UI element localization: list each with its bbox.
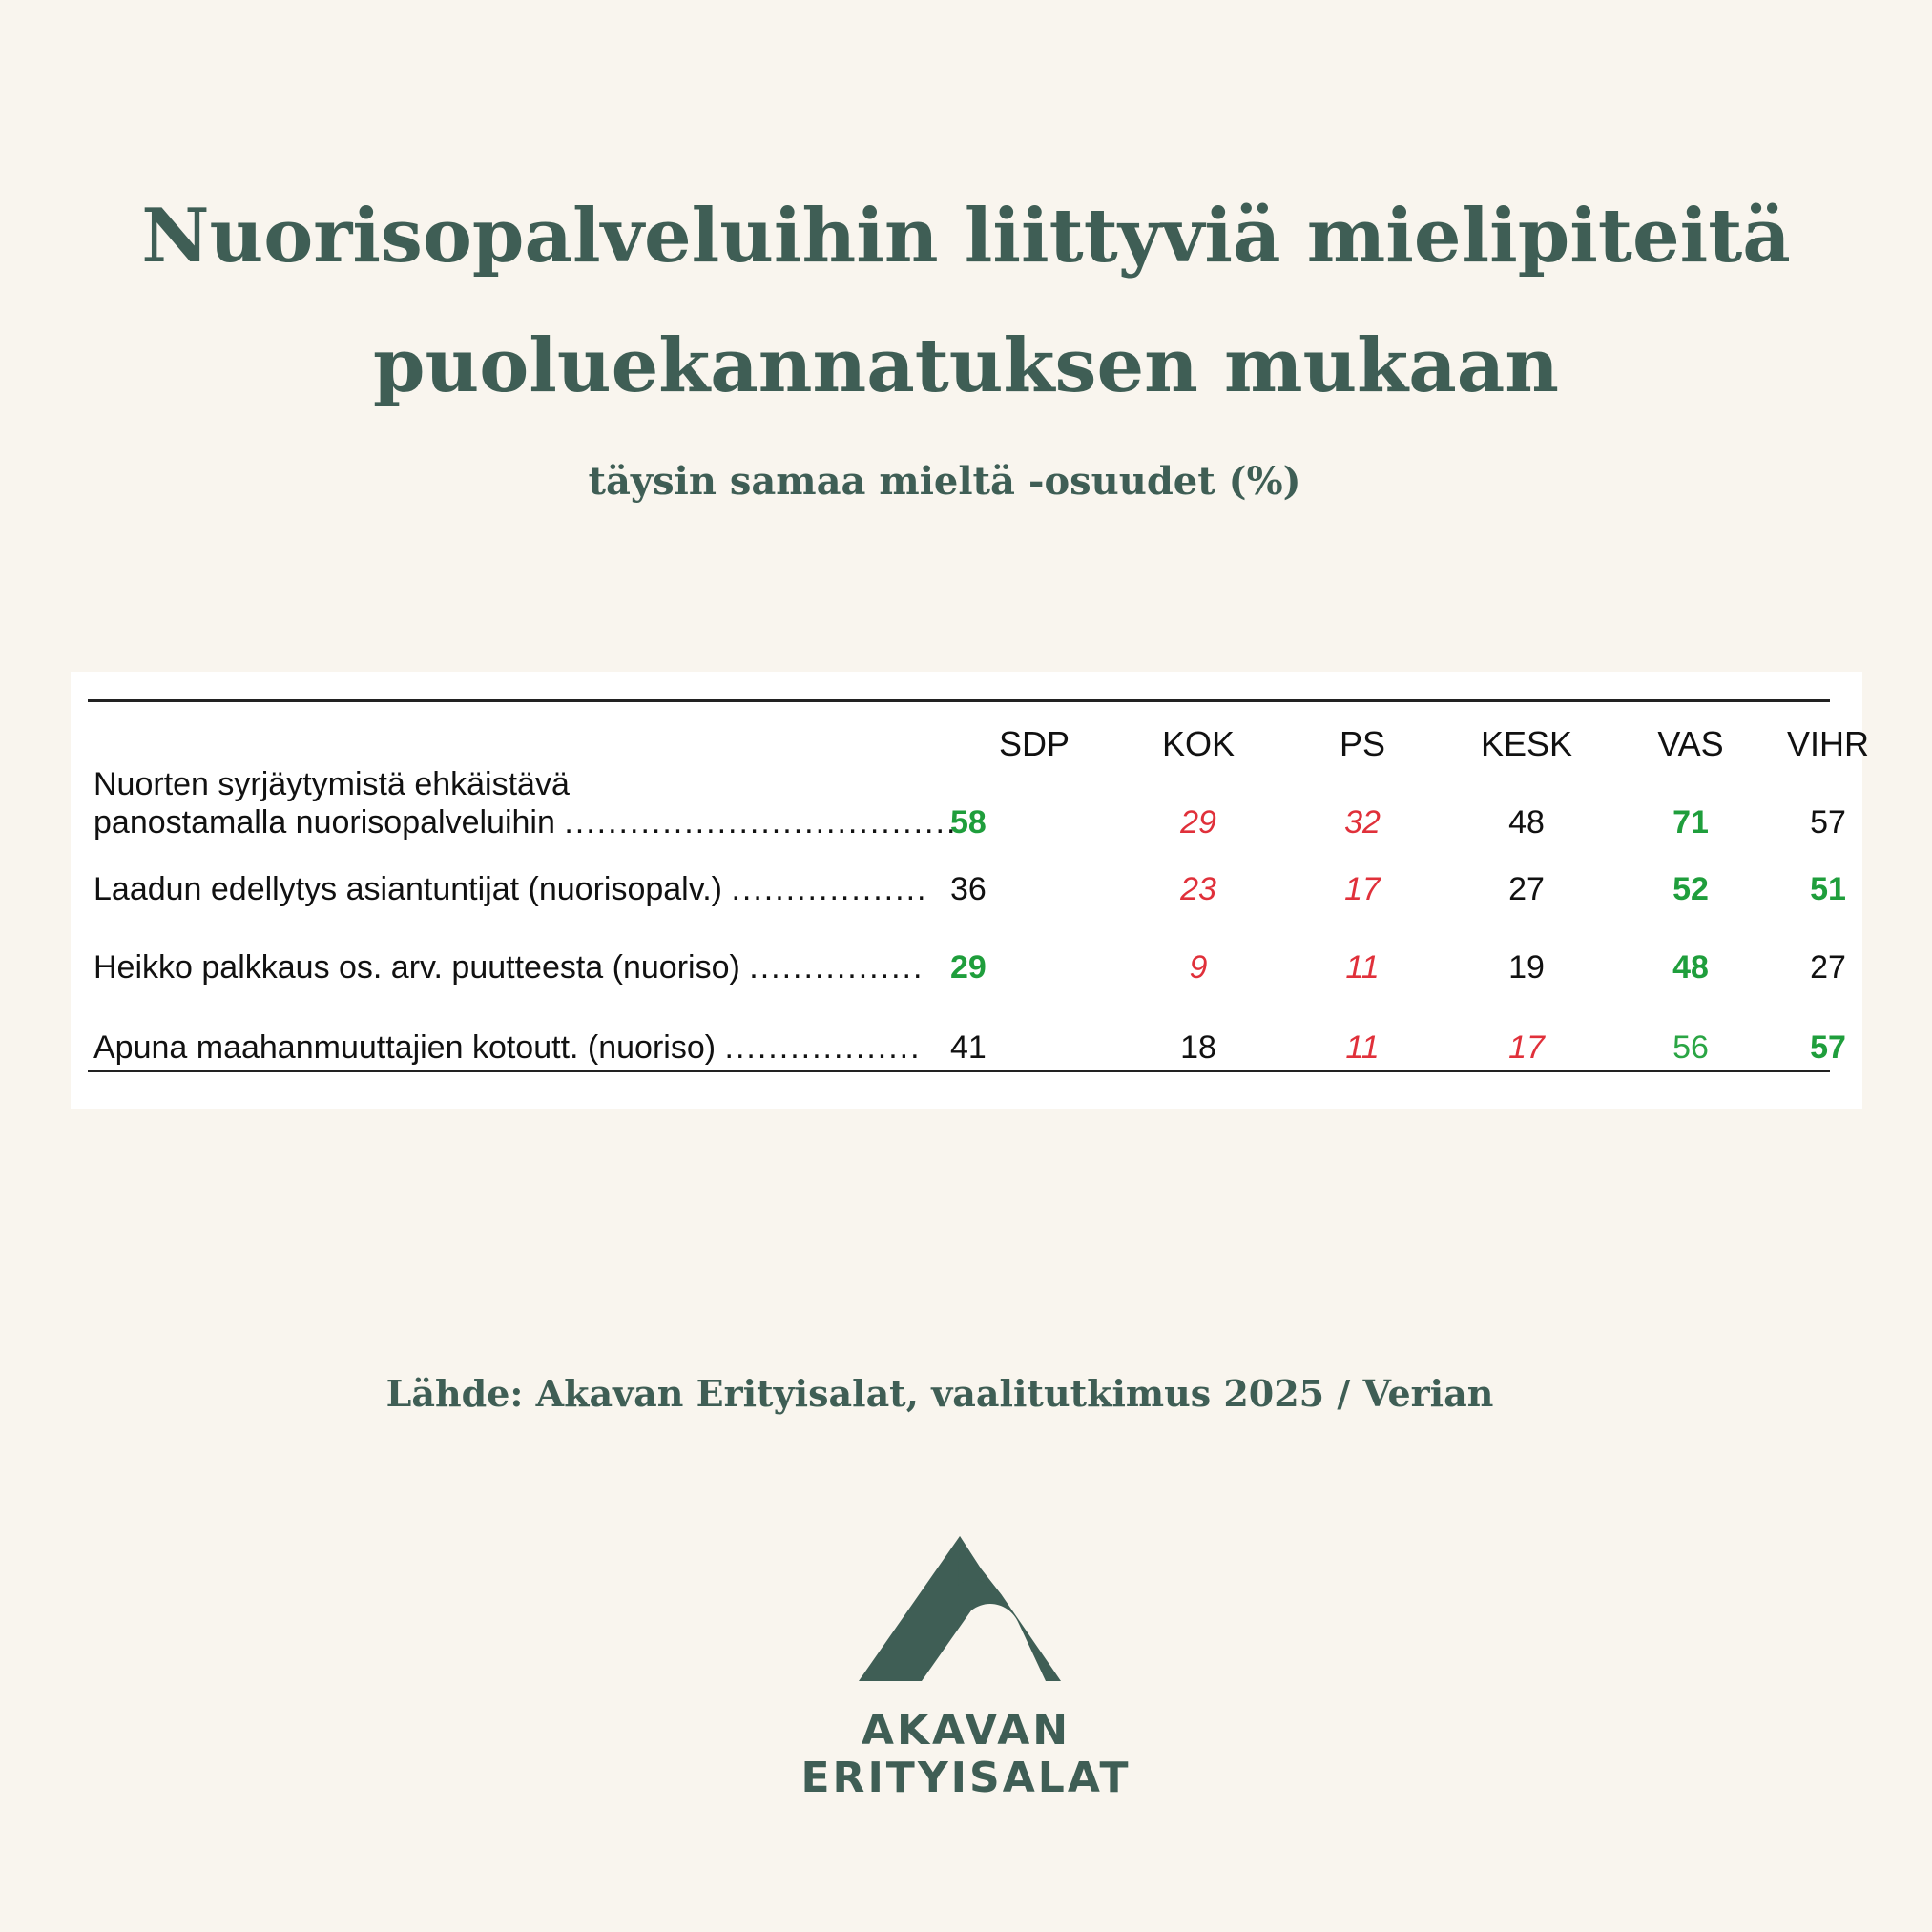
table-cell-kok: 23 (1180, 871, 1216, 907)
page-subtitle: täysin samaa mieltä -osuudet (%) (588, 459, 1301, 504)
page-title-line-2: puoluekannatuksen mukaan (372, 322, 1560, 409)
row-label (93, 870, 927, 908)
row-label-text: Apuna maahanmuuttajien kotoutt. (nuoriso) (93, 1029, 725, 1066)
table-cell-kesk: 48 (1508, 804, 1545, 841)
table-cell-vas: 71 (1672, 804, 1709, 841)
table-cell-kesk: 17 (1508, 1029, 1545, 1066)
table-cell-kok: 9 (1189, 949, 1208, 986)
table-cell-vihr: 57 (1810, 1029, 1846, 1066)
table-cell-vas: 48 (1672, 949, 1709, 986)
table-cell-kesk: 27 (1508, 871, 1545, 907)
table-cell-vas: 56 (1672, 1029, 1709, 1066)
table-cell-vihr: 57 (1810, 804, 1846, 841)
row-leader-dots: .................. (724, 1029, 922, 1066)
row-label (93, 1028, 922, 1067)
column-header-sdp: SDP (998, 724, 1070, 763)
row-leader-dots: ................ (749, 949, 924, 986)
row-label-line-1: Nuorten syrjäytymistä ehkäistävä (93, 766, 570, 802)
table-top-rule (88, 699, 1830, 702)
page-title (0, 172, 1932, 431)
row-label-text: Laadun edellytys asiantuntijat (nuorisopalv.) (93, 871, 732, 907)
row-label (93, 803, 957, 841)
row-leader-dots: .................. (731, 871, 928, 907)
column-header-vas: VAS (1657, 724, 1724, 763)
page-title-line-1: Nuorisopalveluihin liittyviä mielipiteitä (141, 193, 1791, 280)
table-cell-sdp: 41 (950, 1029, 987, 1066)
column-header-kok: KOK (1161, 724, 1236, 763)
table-cell-vihr: 27 (1810, 949, 1846, 986)
table-cell-sdp: 36 (950, 871, 987, 907)
table-cell-ps: 11 (1345, 1029, 1380, 1066)
table-cell-ps: 32 (1344, 804, 1381, 841)
column-header-kesk: KESK (1480, 724, 1573, 763)
akavan-erityisalat-logo-mark (859, 1536, 1065, 1683)
column-header-ps: PS (1339, 724, 1386, 763)
row-label-text: Heikko palkkaus os. arv. puutteesta (nuoriso) (93, 949, 750, 986)
table-cell-sdp: 58 (950, 804, 987, 841)
table-cell-sdp: 29 (950, 949, 987, 986)
column-header-vihr: VIHR (1786, 724, 1869, 763)
table-cell-ps: 17 (1344, 871, 1381, 907)
table-cell-vas: 52 (1672, 871, 1709, 907)
table-cell-kok: 29 (1180, 804, 1216, 841)
row-label-text: panostamalla nuorisopalveluihin (93, 804, 565, 841)
logo-text-line-1: AKAVAN (861, 1706, 1071, 1755)
logo-text-line-2: ERITYISALAT (800, 1754, 1132, 1802)
row-label (93, 948, 924, 987)
table-cell-kesk: 19 (1508, 949, 1545, 986)
opinion-table (71, 672, 1869, 1109)
table-cell-ps: 11 (1345, 949, 1380, 986)
table-cell-vihr: 51 (1810, 871, 1846, 907)
table-bottom-rule (88, 1070, 1830, 1072)
table-cell-kok: 18 (1180, 1029, 1216, 1066)
source-note: Lähde: Akavan Erityisalat, vaalitutkimus 2025 / Verian (385, 1372, 1494, 1415)
row-leader-dots: .................................... (564, 804, 958, 841)
